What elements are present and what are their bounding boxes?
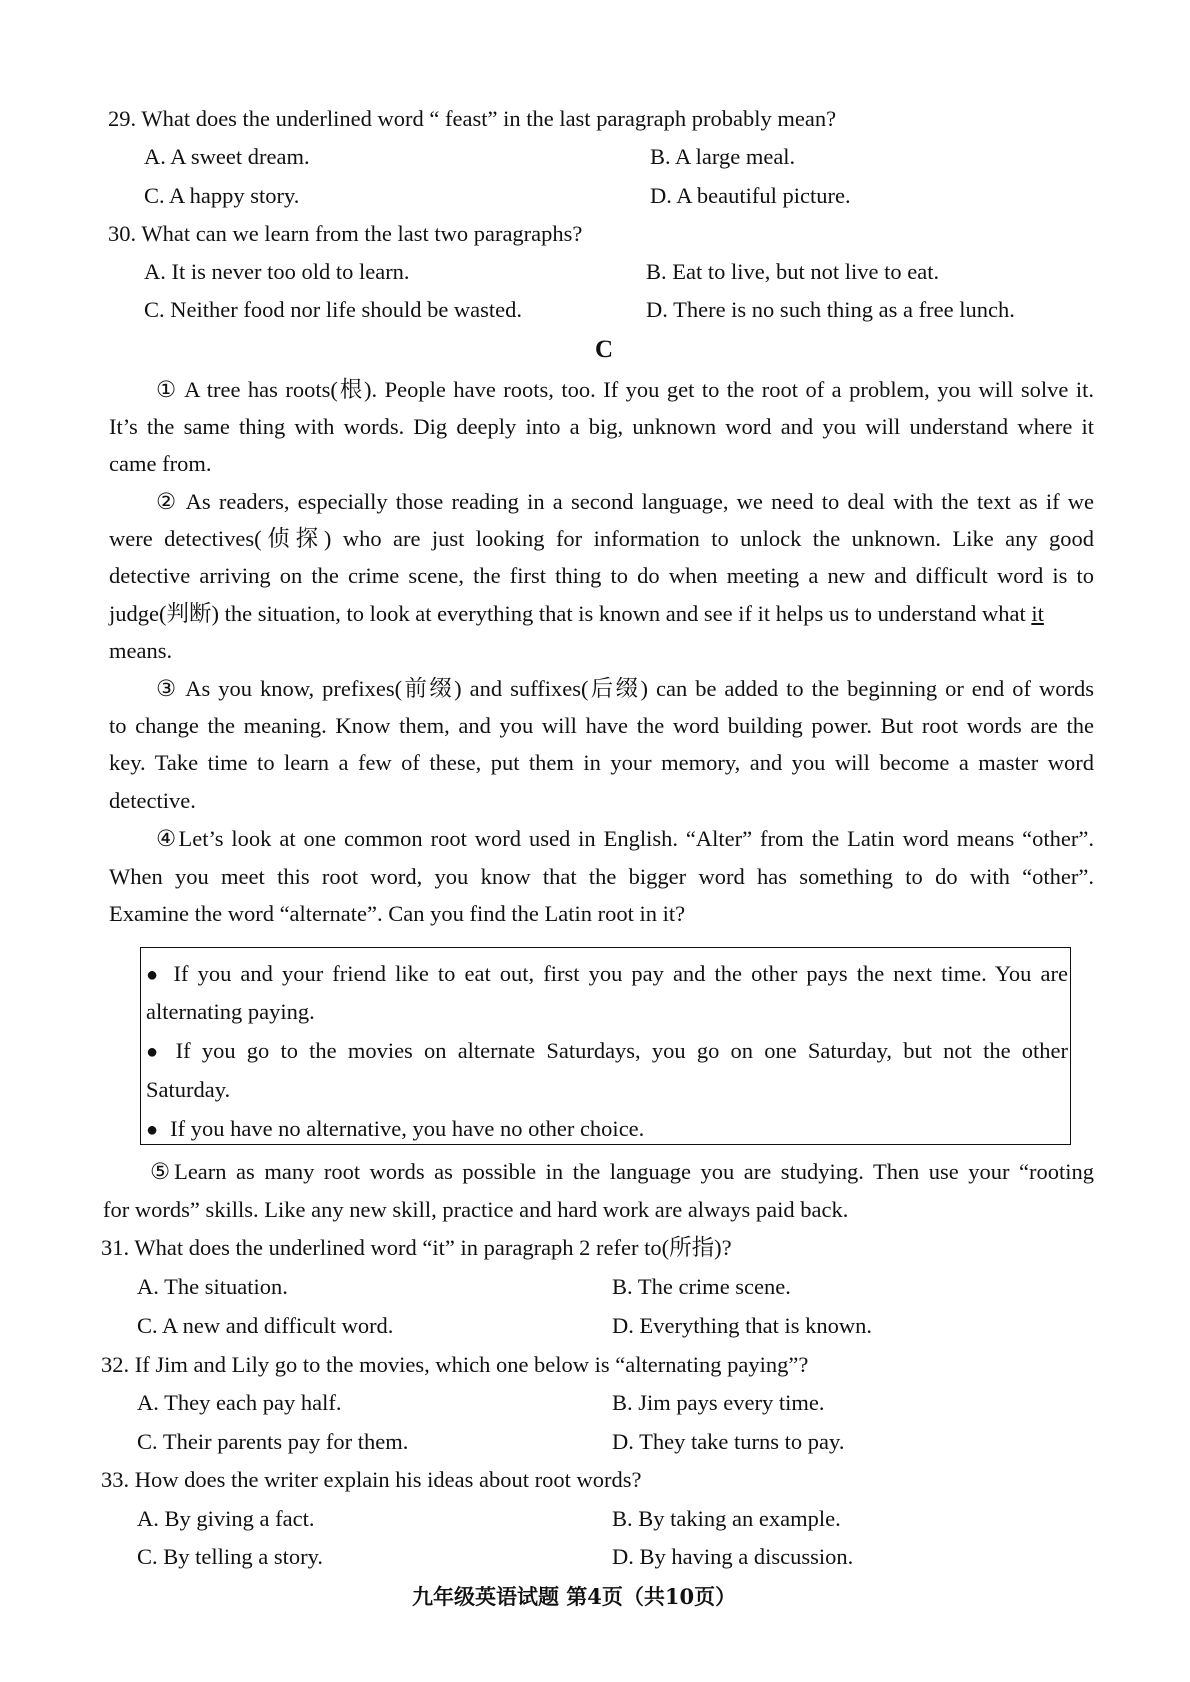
paragraph-2-line-4: [109, 599, 1044, 629]
box-item-1-text: If you and your friend like to eat out, first you pay and the other pays the next time. You are: [173, 961, 1068, 986]
q33-option-d: D. By having a discussion.: [612, 1544, 854, 1569]
paragraph-5-line-2: for words” skills. Like any new skill, practice and hard work are always paid back.: [103, 1197, 849, 1222]
q30-option-a: A. It is never too old to learn.: [144, 259, 410, 284]
q32-option-b: B. Jim pays every time.: [612, 1390, 825, 1415]
box-item-2-line-2: Saturday.: [146, 1077, 231, 1102]
q32-stem: 32. If Jim and Lily go to the movies, which one below is “alternating paying”?: [101, 1352, 809, 1377]
q31-option-c: C. A new and difficult word.: [137, 1313, 394, 1338]
q29-option-b: B. A large meal.: [650, 144, 796, 169]
paragraph-3-line-3: key. Take time to learn a few of these, put them in your memory, and you will become a master word: [109, 750, 1094, 775]
q32-option-c: C. Their parents pay for them.: [137, 1429, 409, 1454]
paragraph-3-line-1: ③ As you know, prefixes(前缀) and suffixes(后缀) can be added to the beginning or end of words: [156, 676, 1094, 701]
q31-option-a: A. The situation.: [137, 1274, 288, 1299]
q33-option-a: A. By giving a fact.: [137, 1506, 315, 1531]
page-footer: 九年级英语试题 第4页（共10页）: [412, 1584, 737, 1609]
paragraph-3-line-2: to change the meaning. Know them, and you will have the word building power. But root words are the: [109, 713, 1094, 738]
q31-option-b: B. The crime scene.: [612, 1274, 791, 1299]
box-item-1-line-2: alternating paying.: [146, 999, 315, 1024]
bullet-icon: ●: [146, 1119, 159, 1141]
paragraph-2-line-4-text: judge(判断) the situation, to look at everything that is known and see if it helps us to understand what: [109, 601, 1032, 626]
paragraph-2-line-1: ② As readers, especially those reading in a second language, we need to deal with the text as if we: [156, 489, 1094, 514]
underlined-word-it: it: [1031, 601, 1044, 626]
section-heading: C: [595, 336, 614, 363]
paragraph-2-line-2: were detectives(侦探) who are just looking for information to unlock the unknown. Like any good: [109, 526, 1094, 551]
box-item-1-line-1: [146, 959, 1068, 990]
paragraph-3-line-4: detective.: [109, 788, 196, 813]
q30-option-d: D. There is no such thing as a free lunch.: [646, 297, 1015, 322]
q32-option-d: D. They take turns to pay.: [612, 1429, 845, 1454]
box-item-2-text: If you go to the movies on alternate Saturdays, you go on one Saturday, but not the other: [175, 1038, 1068, 1063]
q33-stem: 33. How does the writer explain his ideas about root words?: [101, 1467, 642, 1492]
box-item-2-line-1: [146, 1036, 1068, 1067]
paragraph-4-line-1: ④Let’s look at one common root word used in English. “Alter” from the Latin word means “other”.: [156, 826, 1094, 851]
q33-option-b: B. By taking an example.: [612, 1506, 841, 1531]
paragraph-4-line-3: Examine the word “alternate”. Can you find the Latin root in it?: [109, 901, 686, 926]
q33-option-c: C. By telling a story.: [137, 1544, 324, 1569]
paragraph-4-line-2: When you meet this root word, you know that the bigger word has something to do with “other”.: [109, 864, 1094, 889]
paragraph-1-line-1: ① A tree has roots(根). People have roots, too. If you get to the root of a problem, you will solve it.: [156, 377, 1094, 402]
q29-option-c: C. A happy story.: [144, 183, 300, 208]
q30-option-c: C. Neither food nor life should be wasted.: [144, 297, 523, 322]
q31-option-d: D. Everything that is known.: [612, 1313, 872, 1338]
q29-option-d: D. A beautiful picture.: [650, 183, 851, 208]
paragraph-2-line-5: means.: [109, 638, 173, 663]
bullet-icon: ●: [146, 1041, 164, 1063]
paragraph-1-line-3: came from.: [109, 451, 212, 476]
box-item-3: [146, 1114, 644, 1145]
q29-stem: 29. What does the underlined word “ feast” in the last paragraph probably mean?: [108, 106, 837, 131]
q29-option-a: A. A sweet dream.: [144, 144, 310, 169]
paragraph-2-line-3: detective arriving on the crime scene, the first thing to do when meeting a new and difficult word is to: [109, 563, 1094, 588]
paragraph-5-line-1: ⑤Learn as many root words as possible in the language you are studying. Then use your “rooting: [150, 1159, 1094, 1184]
q30-option-b: B. Eat to live, but not live to eat.: [646, 259, 940, 284]
q30-stem: 30. What can we learn from the last two paragraphs?: [108, 221, 583, 246]
q32-option-a: A. They each pay half.: [137, 1390, 342, 1415]
q31-stem: 31. What does the underlined word “it” in paragraph 2 refer to(所指)?: [101, 1235, 732, 1260]
paragraph-1-line-2: It’s the same thing with words. Dig deeply into a big, unknown word and you will understand where it: [109, 414, 1094, 439]
box-item-3-text: If you have no alternative, you have no other choice.: [170, 1116, 645, 1141]
bullet-icon: ●: [146, 964, 162, 986]
